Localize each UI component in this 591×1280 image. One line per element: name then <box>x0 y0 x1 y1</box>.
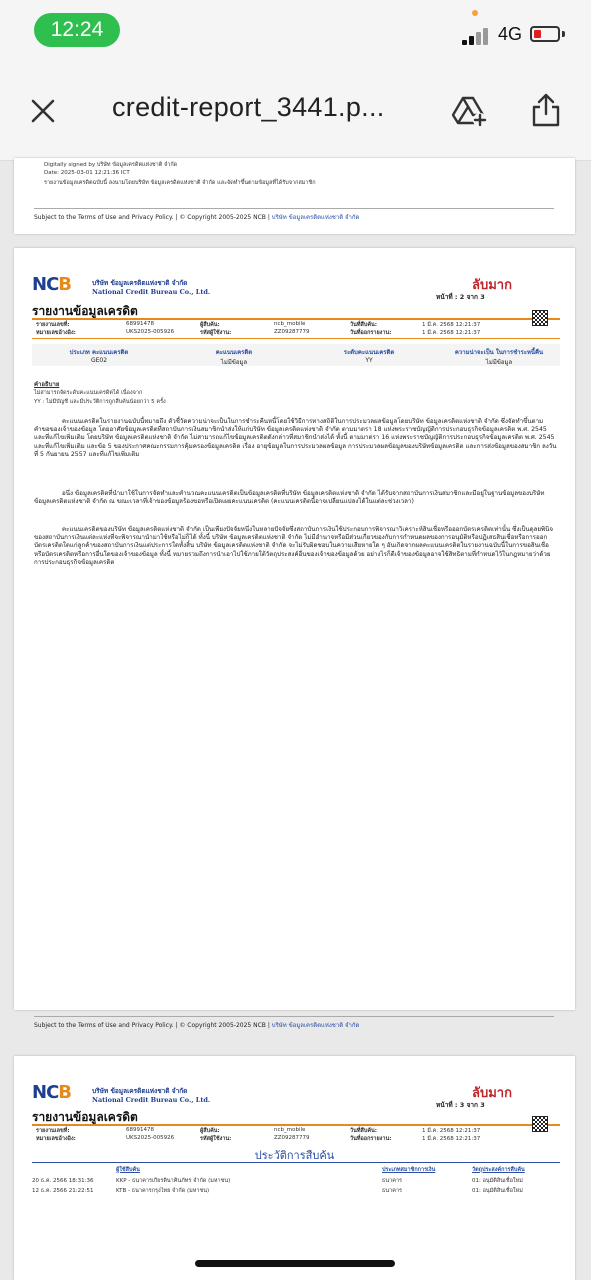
privacy-indicator-dot <box>472 10 478 16</box>
pdf-page-3: NCB บริษัท ข้อมูลเครดิตแห่งชาติ จำกัด National Credit Bureau Co., Ltd. ลับมาก หน้าที่ : 3 จาก 3 รายงานข้อมูลเครดิต รายงานเลขที่: 68991478 ผู้สืบค้น: ncb_mobile วันที่สืบค้น: 1 มี.ค. 2568 12:21:37 หมายเลขอ้างอิง: UKS2025-005926 รหัสผู้ใช้งาน: ZZ09287779 วันที่ออกรายงาน: 1 มี.ค. 2568 12:21:37 ประวัติการสืบค้น ผู้ใช้สืบค้น ประเภทสมาชิกการเงิน วัตถุประสงค์การสืบค้น 20 ธ.ค. 2566 18:31:36 KKP - ธนาคารเกียรตินาคินภัทร จำกัด (มหาชน) ธนาคาร 01: อนุมัติสินเชื่อใหม่ 12 ธ.ค. 2566 21:22:51 KTB - ธนาคารกรุงไทย จำกัด (มหาชน) ธนาคาร 01: อนุมัติสินเชื่อใหม่ <box>14 1056 575 1280</box>
reference-number: UKS2025-005926 <box>126 329 175 335</box>
company-name-en: National Credit Bureau Co., Ltd. <box>92 288 211 296</box>
report-title: รายงานข้อมูลเครดิต <box>32 1110 138 1124</box>
member-code: ZZ09287779 <box>274 329 310 335</box>
inquiry-date: 1 มี.ค. 2568 12:21:37 <box>422 322 481 328</box>
company-name-th: บริษัท ข้อมูลเครดิตแห่งชาติ จำกัด <box>92 279 188 287</box>
disclaimer-paragraph-3: คะแนนเครดิตของบริษัท ข้อมูลเครดิตแห่งชาติ จำกัด เป็นเพียงปัจจัยหนึ่งในหลายปัจจัยซึ่งสถาบันการเงินใช้ประกอบการพิจารณาวิเคราะห์สินเชื่อหรือออกบัตรเครดิตเท่านั้น ซึ่งเป็นดุลยพินิจของสถาบันการเงินแต่ละแห่งที่จะพิจารณานำมาใช้หรือไม่ก็ได้ ทั้งนี้ บริษัท ข้อมูลเครดิตแห่งชาติ จำกัด ไม่มีอำนาจหรือมีส่วนเกี่ยวของกับการกำหนดผลของการอนุมัติหรือปฏิเสธสินเชื่อหรือการออกบัตรเครดิตใดแก่ลูกค้าของสถาบันการเงินแต่ประการใดทั้งสิ้น บริษัท ข้อมูลเครดิตแห่งชาติ จำกัด จะไม่รับผิดชอบในความเสียหายใด ๆ อันเกิดจากผลคะแนนเครดิตในรายงานฉบับนี้ในการขอสินเชื่อหรือบัตรเครดิตหรือการอื่นใดของเจ้าของข้อมูล ทั้งนี้ หมายรวมถึงการนำเอาไปใช้ภายใต้วัตถุประสงค์อื่นของเจ้าของข้อมูลด้วย อย่างไรก็ดีเจ้าของข้อมูลอาจใช้สิทธิตามที่กำหนดไว้ในกฎหมายว่าด้วยการประกอบธุรกิจข้อมูลเครดิต <box>34 526 553 566</box>
reason-line-1: ไม่สามารถจัดระดับคะแนนเครดิตได้ เนื่องจาก <box>34 390 143 396</box>
page-number: หน้าที่ : 2 จาก 3 <box>436 293 485 301</box>
repayment-probability: ไม่มีข้อมูล <box>485 359 513 366</box>
ncb-logo: NCB <box>32 1082 72 1103</box>
score-level: YY <box>365 357 373 364</box>
qr-code <box>532 310 548 326</box>
confidential-label: ลับมาก <box>472 278 512 293</box>
reason-title: คำอธิบาย <box>34 381 60 388</box>
signature-date: Date: 2025-03-01 12:21:36 ICT <box>44 170 130 176</box>
reason-line-2: YY : ไม่มีบัญชี และมีประวัติการถูกสืบค้นน้อยกว่า 5 ครั้ง <box>34 399 166 405</box>
score-value: ไม่มีข้อมูล <box>220 359 248 366</box>
score-type: GE02 <box>90 357 108 364</box>
add-to-drive-icon[interactable] <box>452 94 488 128</box>
report-date: 1 มี.ค. 2568 12:21:37 <box>422 330 481 336</box>
company-name-en: National Credit Bureau Co., Ltd. <box>92 1096 211 1104</box>
footer-company-link[interactable]: บริษัท ข้อมูลเครดิตแห่งชาติ จำกัด <box>271 1022 360 1029</box>
battery-icon <box>530 26 560 42</box>
status-time: 12:24 <box>34 13 120 47</box>
signal-strength-icon <box>462 27 492 45</box>
ncb-logo: NCB <box>32 274 72 295</box>
confidential-label: ลับมาก <box>472 1086 512 1101</box>
document-title: credit-report_3441.p... <box>112 92 385 122</box>
page-footer: Subject to the Terms of Use and Privacy Policy. | © Copyright 2005-2025 NCB | บริษัท ข้อมูลเครดิตแห่งชาติ จำกัด <box>34 1022 360 1029</box>
pdf-page-2: NCB บริษัท ข้อมูลเครดิตแห่งชาติ จำกัด National Credit Bureau Co., Ltd. ลับมาก หน้าที่ : 2 จาก 3 รายงานข้อมูลเครดิต รายงานเลขที่: 68991478 ผู้สืบค้น: ncb_mobile วันที่สืบค้น: 1 มี.ค. 2568 12:21:37 หมายเลขอ้างอิง: UKS2025-005926 รหัสผู้ใช้งาน: ZZ09287779 วันที่ออกรายงาน: 1 มี.ค. 2568 12:21:37 ประเภท คะแนนเครดิต คะแนนเครดิต ระดับคะแนนเครดิต ความน่าจะเป็น ในการชำระหนี้คืน GE02 ไม่มีข้อมูล YY ไม่มีข้อมูล คำอธิบาย ไม่สามารถจัดระดับคะแนนเครดิตได้ เนื่องจาก YY : ไม่มีบัญชี และมีประวัติการถูกสืบค้นน้อยกว่า 5 ครั้ง คะแนนเครดิตในรายงานฉบับนี้หมายถึง ตัวชี้วัดความน่าจะเป็นในการชำระคืนหนี้โดยใช้วิธีการทางสถิติในการประมวลผลข้อมูลโดยบริษัท ข้อมูลเครดิตแห่งชาติ จำกัด ซึ่งจัดทำขึ้นตามคำขอของเจ้าของข้อมูล โดยอาศัยข้อมูลเครดิตที่สถาบันการเงินสมาชิกนำส่งให้แก่บริษัท ข้อมูลเครดิตแห่งชาติ จำกัด ตามมาตรา 18 แห่งพระราชบัญญัติการประกอบธุรกิจข้อมูลเครดิต พ.ศ. 2545 และที่แก้ไขเพิ่มเติม โดยบริษัท ข้อมูลเครดิตแห่งชาติ จำกัด ไม่สามารถแก้ไขข้อมูลเครดิตดังกล่าวที่สมาชิกนำส่งได้ ทั้งนี้ ตามมาตรา 16 แห่งพระราชบัญญัติการประกอบธุรกิจข้อมูลเครดิต พ.ศ. 2545 และที่แก้ไขเพิ่มเติม และข้อ 5 ของประกาศคณะกรรมการคุ้มครองข้อมูลเครดิต เรื่อง อายุข้อมูลในการประมวลผลข้อมูล การประมวลผลข้อมูลของบริษัทข้อมูลเครดิต และการส่งข้อมูลของสมาชิก ลงวันที่ 5 กันยายน 2557 และที่แก้ไขเพิ่มเติม อนึ่ง ข้อมูลเครดิตที่นำมาใช้ในการจัดทำและคำนวณคะแนนเครดิตเป็นข้อมูลเครดิตที่บริษัท ข้อมูลเครดิตแห่งชาติ จำกัด ได้รับจากสถาบันการเงินสมาชิกและมีอยู่ในฐานข้อมูลของบริษัท ข้อมูลเครดิตแห่งชาติ จำกัด ณ ขณะเวลาที่เจ้าของข้อมูลร้องขอหรือเปิดเผยคะแนนเครดิต (คะแนนเครดิตนี้อาจเปลี่ยนแปลงได้ในแต่ละช่วงเวลา) คะแนนเครดิตของบริษัท ข้อมูลเครดิตแห่งชาติ จำกัด เป็นเพียงปัจจัยหนึ่งในหลายปัจจัยซึ่งสถาบันการเงินใช้ประกอบการพิจารณาวิเคราะห์สินเชื่อหรือออกบัตรเครดิตเท่านั้น ซึ่งเป็นดุลยพินิจของสถาบันการเงินแต่ละแห่งที่จะพิจารณานำมาใช้หรือไม่ก็ได้ ทั้งนี้ บริษัท ข้อมูลเครดิตแห่งชาติ จำกัด ไม่มีอำนาจหรือมีส่วนเกี่ยวของกับการกำหนดผลของการอนุมัติหรือปฏิเสธสินเชื่อหรือการออกบัตรเครดิตใดแก่ลูกค้าของสถาบันการเงินแต่ประการใดทั้งสิ้น บริษัท ข้อมูลเครดิตแห่งชาติ จำกัด จะไม่รับผิดชอบในความเสียหายใด ๆ อันเกิดจากผลคะแนนเครดิตในรายงานฉบับนี้ในการขอสินเชื่อหรือบัตรเครดิตหรือการอื่นใดของเจ้าของข้อมูล ทั้งนี้ หมายรวมถึงการนำเอาไปใช้ภายใต้วัตถุประสงค์อื่นของเจ้าของข้อมูลด้วย อย่างไรก็ดีเจ้าของข้อมูลอาจใช้สิทธิตามที่กำหนดไว้ในกฎหมายว่าด้วยการประกอบธุรกิจข้อมูลเครดิต Subject to the Terms of Use and Privacy Policy. | © Copyright 2005-2025 NCB | บริษัท ข้อมูลเครดิตแห่งชาติ จำกัด <box>14 248 575 1010</box>
qr-code <box>532 1116 548 1132</box>
report-title: รายงานข้อมูลเครดิต <box>32 304 138 318</box>
disclaimer-paragraph-1: คะแนนเครดิตในรายงานฉบับนี้หมายถึง ตัวชี้วัดความน่าจะเป็นในการชำระคืนหนี้โดยใช้วิธีการทางสถิติในการประมวลผลข้อมูลโดยบริษัท ข้อมูลเครดิตแห่งชาติ จำกัด ซึ่งจัดทำขึ้นตามคำขอของเจ้าของข้อมูล โดยอาศัยข้อมูลเครดิตที่สถาบันการเงินสมาชิกนำส่งให้แก่บริษัท ข้อมูลเครดิตแห่งชาติ จำกัด ตามมาตรา 18 แห่งพระราชบัญญัติการประกอบธุรกิจข้อมูลเครดิต พ.ศ. 2545 และที่แก้ไขเพิ่มเติม โดยบริษัท ข้อมูลเครดิตแห่งชาติ จำกัด ไม่สามารถแก้ไขข้อมูลเครดิตดังกล่าวที่สมาชิกนำส่งได้ ทั้งนี้ ตามมาตรา 16 แห่งพระราชบัญญัติการประกอบธุรกิจข้อมูลเครดิต พ.ศ. 2545 และที่แก้ไขเพิ่มเติม และข้อ 5 ของประกาศคณะกรรมการคุ้มครองข้อมูลเครดิต เรื่อง อายุข้อมูลในการประมวลผลข้อมูล การประมวลผลข้อมูลของบริษัทข้อมูลเครดิต และการส่งข้อมูลของสมาชิก ลงวันที่ 5 กันยายน 2557 และที่แก้ไขเพิ่มเติม <box>34 418 557 458</box>
section-title-inquiry-history: ประวัติการสืบค้น <box>254 1149 335 1162</box>
disclaimer-paragraph-2: อนึ่ง ข้อมูลเครดิตที่นำมาใช้ในการจัดทำและคำนวณคะแนนเครดิตเป็นข้อมูลเครดิตที่บริษัท ข้อมูลเครดิตแห่งชาติ จำกัด ได้รับจากสถาบันการเงินสมาชิกและมีอยู่ในฐานข้อมูลของบริษัท ข้อมูลเครดิตแห่งชาติ จำกัด ณ ขณะเวลาที่เจ้าของข้อมูลร้องขอหรือเปิดเผยคะแนนเครดิต (คะแนนเครดิตนี้อาจเปลี่ยนแปลงได้ในแต่ละช่วงเวลา) <box>34 490 545 506</box>
close-icon[interactable] <box>30 98 56 124</box>
digital-signature-line: Digitally signed by บริษัท ข้อมูลเครดิตแห่งชาติ จำกัด <box>44 162 178 168</box>
page-footer: Subject to the Terms of Use and Privacy Policy. | © Copyright 2005-2025 NCB | บริษัท ข้อมูลเครดิตแห่งชาติ จำกัด <box>34 214 360 221</box>
signature-note: รายงานข้อมูลเครดิตฉบับนี้ ลงนามโดยบริษัท ข้อมูลเครดิตแห่งชาติ จำกัด และจัดทำขึ้นตามข้อมูลที่ได้รับจากสมาชิก <box>44 180 316 186</box>
report-number: 68991478 <box>126 321 154 327</box>
network-type: 4G <box>498 24 523 44</box>
viewer-toolbar <box>0 62 591 161</box>
share-icon[interactable] <box>530 92 562 128</box>
footer-company-link[interactable]: บริษัท ข้อมูลเครดิตแห่งชาติ จำกัด <box>271 214 360 221</box>
company-name-th: บริษัท ข้อมูลเครดิตแห่งชาติ จำกัด <box>92 1087 188 1095</box>
pdf-page-1 <box>14 158 575 234</box>
home-indicator[interactable] <box>195 1260 395 1267</box>
status-bar <box>0 0 591 62</box>
page-number: หน้าที่ : 3 จาก 3 <box>436 1101 485 1109</box>
inquirer: ncb_mobile <box>274 321 306 327</box>
